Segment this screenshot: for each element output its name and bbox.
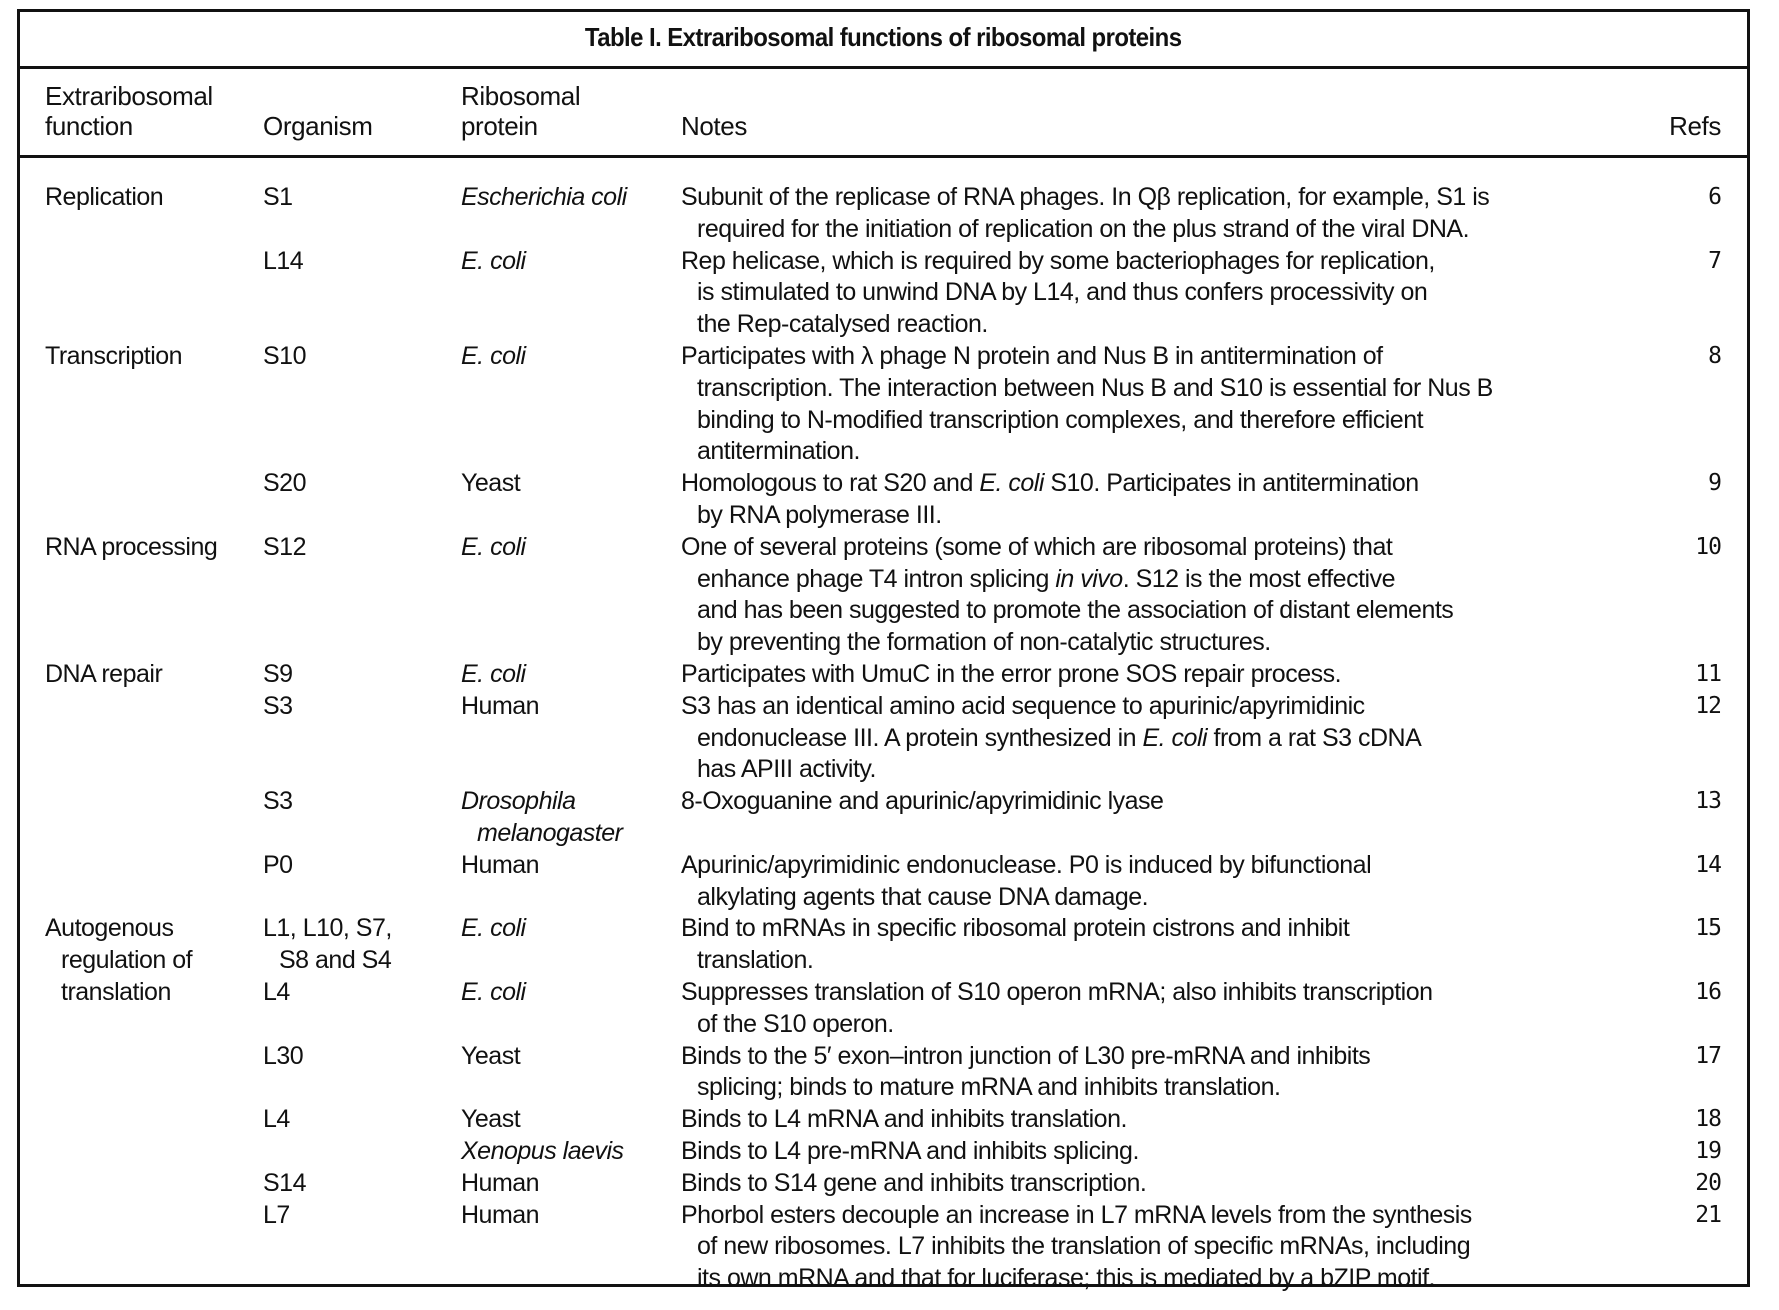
- cell-notes: Binds to L4 pre-mRNA and inhibits splicing.: [681, 1137, 1139, 1165]
- cell-notes: Participates with λ phage N protein and Nus B in antitermination of transcription. The interaction between Nus B and S10 is essential for Nus B binding to N-modified transcription complexes, and therefore efficient antitermination.: [681, 342, 1493, 466]
- header-organism: Organism: [263, 111, 373, 141]
- cell-ribosomal-protein: E. coli: [461, 342, 526, 370]
- cell-organism: S1: [263, 183, 293, 211]
- cell-ribosomal-protein: Human: [461, 1200, 540, 1229]
- cell-refs: 17: [1695, 1042, 1721, 1069]
- cell-organism: L4: [263, 978, 290, 1006]
- cell-ribosomal-protein: Human: [461, 1168, 540, 1197]
- header-function: Extraribosomal function: [45, 81, 213, 141]
- cell-organism: L30: [263, 1041, 304, 1070]
- cell-function: Transcription: [45, 342, 183, 370]
- cell-function: Replication: [45, 183, 164, 211]
- cell-refs: 11: [1695, 661, 1721, 687]
- cell-notes: Apurinic/apyrimidinic endonuclease. P0 is induced by bifunctional alkylating agents that cause DNA damage.: [681, 850, 1372, 911]
- cell-refs: 21: [1695, 1201, 1721, 1228]
- header-refs: Refs: [1669, 111, 1721, 141]
- cell-organism: L1, L10, S7, S8 and S4: [263, 914, 392, 975]
- cell-refs: 12: [1695, 692, 1721, 719]
- cell-ribosomal-protein: Yeast: [461, 469, 521, 498]
- cell-notes: Subunit of the replicase of RNA phages. In Qβ replication, for example, S1 is required for the initiation of replication on the plus strand of the viral DNA.: [681, 183, 1490, 243]
- cell-refs: 13: [1695, 788, 1721, 815]
- cell-ribosomal-protein: Yeast: [461, 1105, 521, 1134]
- cell-refs: 14: [1695, 851, 1721, 878]
- cell-notes: Phorbol esters decouple an increase in L7 mRNA levels from the synthesis of new ribosomes. L7 inhibits the translation of specific mRNAs, including its own mRNA and that for luciferase; this is mediated by a bZIP motif.: [681, 1200, 1472, 1293]
- cell-ribosomal-protein: Human: [461, 691, 540, 720]
- cell-organism: S3: [263, 691, 293, 720]
- cell-refs: 20: [1695, 1169, 1721, 1196]
- header-ribosomal-protein: Ribosomal protein: [461, 81, 581, 141]
- cell-organism: S3: [263, 787, 293, 816]
- cell-refs: 19: [1695, 1138, 1721, 1164]
- cell-organism: L14: [263, 246, 304, 275]
- cell-refs: 7: [1708, 247, 1721, 274]
- cell-refs: 16: [1695, 979, 1721, 1005]
- cell-notes: Rep helicase, which is required by some bacteriophages for replication, is stimulated to unwind DNA by L14, and thus confers processivity on the Rep-catalysed reaction.: [681, 246, 1435, 339]
- cell-organism: L4: [263, 1105, 290, 1134]
- cell-notes: Suppresses translation of S10 operon mRNA; also inhibits transcription of the S10 operon.: [681, 978, 1433, 1038]
- cell-organism: P0: [263, 850, 293, 879]
- cell-notes: Binds to L4 mRNA and inhibits translation.: [681, 1105, 1127, 1134]
- cell-ribosomal-protein: Human: [461, 850, 540, 879]
- cell-organism: S12: [263, 532, 306, 561]
- cell-ribosomal-protein: Drosophila melanogaster: [461, 787, 623, 847]
- cell-notes: Bind to mRNAs in specific ribosomal protein cistrons and inhibit translation.: [681, 914, 1350, 975]
- cell-refs: 9: [1708, 470, 1721, 497]
- cell-organism: S14: [263, 1168, 306, 1197]
- cell-ribosomal-protein: E. coli: [461, 532, 526, 561]
- cell-refs: 15: [1695, 915, 1721, 942]
- cell-organism: S9: [263, 660, 293, 688]
- cell-refs: 6: [1708, 184, 1721, 210]
- table-title-bar: [20, 12, 1747, 69]
- cell-notes: Participates with UmuC in the error prone SOS repair process.: [681, 660, 1342, 688]
- cell-function: DNA repair: [45, 660, 163, 688]
- cell-ribosomal-protein: E. coli: [461, 660, 526, 688]
- cell-ribosomal-protein: E. coli: [461, 246, 526, 275]
- cell-refs: 8: [1708, 343, 1721, 369]
- cell-notes: 8-Oxoguanine and apurinic/apyrimidinic lyase: [681, 787, 1164, 816]
- header-notes: Notes: [681, 111, 747, 141]
- cell-function: RNA processing: [45, 532, 218, 561]
- table-frame: [17, 9, 1750, 1293]
- table-title: Table I. Extraribosomal functions of ribosomal proteins: [585, 22, 1182, 52]
- cell-ribosomal-protein: Yeast: [461, 1041, 521, 1070]
- cell-ribosomal-protein: E. coli: [461, 978, 526, 1006]
- cell-notes: Binds to the 5′ exon–intron junction of L30 pre-mRNA and inhibits splicing; binds to mature mRNA and inhibits translation.: [681, 1041, 1371, 1102]
- cell-ribosomal-protein: E. coli: [461, 914, 526, 943]
- cell-refs: 10: [1695, 533, 1721, 560]
- cell-function: Autogenous regulation of translation: [45, 914, 193, 1006]
- cell-ribosomal-protein: Escherichia coli: [461, 183, 627, 211]
- cell-organism: S20: [263, 469, 306, 498]
- cell-notes: Homologous to rat S20 and E. coli S10. Participates in antitermination by RNA polymerase III.: [681, 469, 1419, 529]
- cell-notes: S3 has an identical amino acid sequence to apurinic/apyrimidinic endonuclease III. A protein synthesized in E. coli from a rat S3 cDNA has APIII activity.: [681, 691, 1422, 784]
- cell-notes: One of several proteins (some of which are ribosomal proteins) that enhance phage T4 intron splicing in vivo. S12 is the most effective and has been suggested to promote the association of distant elements by preventing the formation of non-catalytic structures.: [681, 532, 1454, 657]
- cell-notes: Binds to S14 gene and inhibits transcription.: [681, 1168, 1147, 1197]
- table-header: [20, 69, 1747, 158]
- table-body: [20, 158, 1747, 1293]
- cell-ribosomal-protein: Xenopus laevis: [461, 1137, 624, 1165]
- cell-refs: 18: [1695, 1106, 1721, 1133]
- cell-organism: L7: [263, 1200, 290, 1229]
- cell-organism: S10: [263, 342, 306, 370]
